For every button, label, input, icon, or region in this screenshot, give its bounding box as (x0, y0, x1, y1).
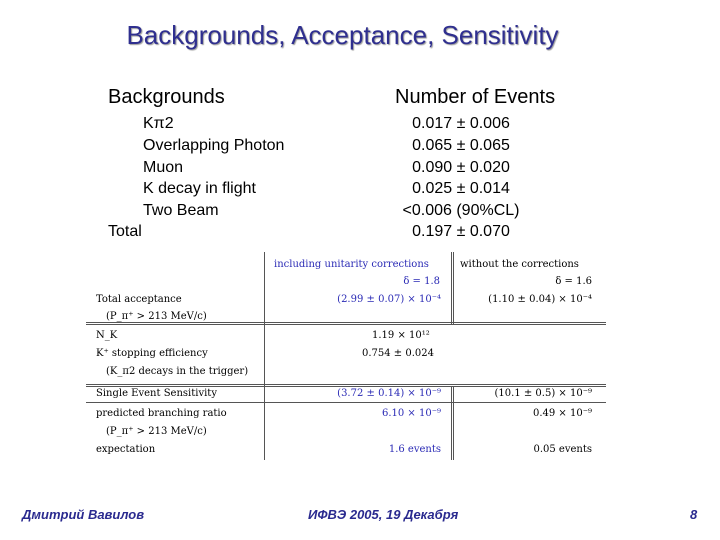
table-row-label: predicted branching ratio (96, 408, 227, 419)
table-divider (86, 384, 606, 387)
page-number: 8 (690, 507, 698, 522)
event-value: 0.017 ± 0.006 (412, 115, 510, 132)
table-row-label: (P_π⁺ > 213 MeV/c) (106, 426, 207, 437)
table-value: 1.19 × 10¹² (372, 330, 430, 341)
background-label: Overlapping Photon (143, 137, 285, 154)
column-header: without the corrections (460, 259, 579, 270)
event-value: 0.025 ± 0.014 (412, 180, 510, 197)
backgrounds-header: Backgrounds (108, 86, 225, 108)
table-divider (264, 252, 265, 460)
table-value: 0.49 × 10⁻⁹ (532, 408, 592, 419)
column-header: including unitarity corrections (274, 259, 429, 270)
table-divider (451, 386, 454, 460)
table-value: 0.05 events (533, 444, 592, 455)
delta-value: δ = 1.6 (555, 276, 592, 287)
event-value: 0.065 ± 0.065 (412, 137, 510, 154)
footer-author: Дмитрий Вавилов (22, 507, 145, 522)
event-value: <0.006 (90%CL) (402, 202, 520, 219)
table-value: (10.1 ± 0.5) × 10⁻⁹ (494, 388, 592, 399)
table-row-label: K⁺ stopping efficiency (96, 348, 208, 359)
table-value: (1.10 ± 0.04) × 10⁻⁴ (488, 294, 592, 305)
table-row-label: Total acceptance (96, 294, 182, 305)
slide-title: Backgrounds, Acceptance, Sensitivity (126, 20, 559, 50)
table-row-label: Single Event Sensitivity (96, 388, 217, 399)
table-row-label: (P_π⁺ > 213 MeV/c) (106, 311, 207, 322)
background-label: Muon (143, 159, 184, 176)
table-value: 0.754 ± 0.024 (362, 348, 434, 359)
table-value: (3.72 ± 0.14) × 10⁻⁹ (337, 388, 441, 399)
background-label: Kπ2 (143, 115, 174, 132)
background-label: Two Beam (143, 202, 219, 219)
table-value: (2.99 ± 0.07) × 10⁻⁴ (337, 294, 441, 305)
total-label: Total (108, 223, 142, 240)
events-header: Number of Events (395, 86, 556, 108)
table-divider (451, 252, 454, 324)
table-row-label: (K_π2 decays in the trigger) (106, 366, 249, 377)
footer-event: ИФВЭ 2005, 19 Декабря (308, 507, 459, 522)
total-value: 0.197 ± 0.070 (412, 223, 510, 240)
sensitivity-table (86, 252, 606, 460)
table-row-label: expectation (96, 444, 156, 455)
delta-value: δ = 1.8 (403, 276, 440, 287)
event-value: 0.090 ± 0.020 (412, 159, 510, 176)
background-label: K decay in flight (143, 180, 256, 197)
table-row-label: N_K (96, 330, 118, 341)
table-divider (86, 402, 606, 403)
table-value: 6.10 × 10⁻⁹ (381, 408, 441, 419)
table-value: 1.6 events (388, 444, 441, 455)
